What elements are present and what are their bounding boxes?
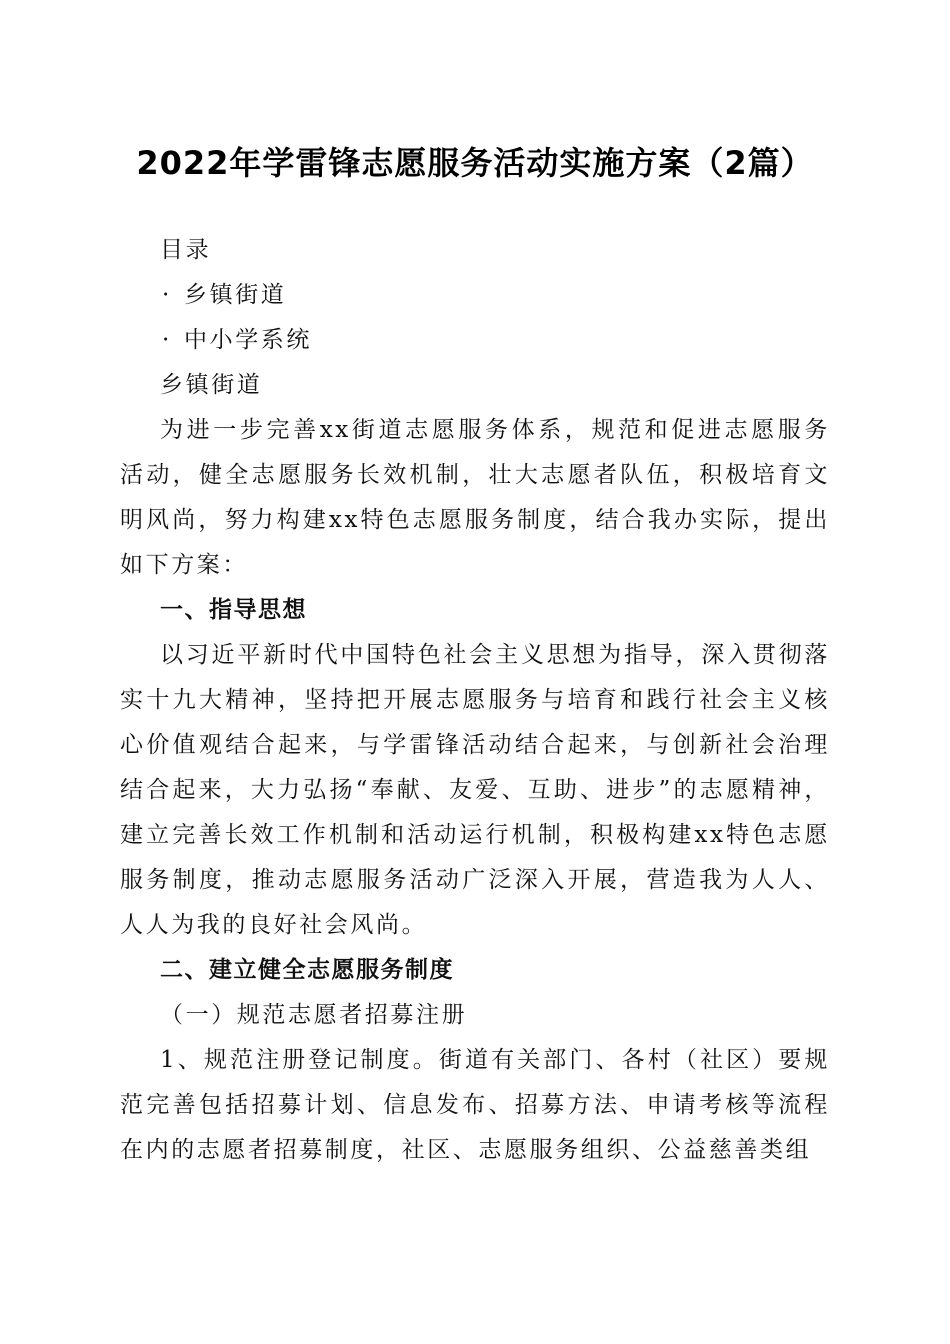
bullet-icon: · [162,327,172,353]
section-name: 乡镇街道 [160,372,263,398]
toc-item-text: 乡镇街道 [184,282,287,308]
registration-paragraph: 1、规范注册登记制度。街道有关部门、各村（社区）要规范完善包括招募计划、信息发布、招募方法、申请考核等流程在内的志愿者招募制度，社区、志愿服务组织、公益慈善类组 [120,1047,830,1163]
guiding-ideology-paragraph: 以习近平新时代中国特色社会主义思想为指导，深入贯彻落实十九大精神，坚持把开展志愿服务与培育和践行社会主义核心价值观结合起来，与学雷锋活动结合起来，与创新社会治理结合起来，大力弘扬“奉献、友爱、互助、进步”的志愿精神，建立完善长效工作机制和活动运行机制，积极构建xx特色志愿服务制度，推动志愿服务活动广泛深入开展，营造我为人人、人人为我的良好社会风尚。 [120,642,830,938]
toc-label: 目录 [160,237,212,263]
document-body [120,228,830,1173]
toc-item-text: 中小学系统 [184,327,312,353]
toc-item-1[interactable] [120,273,830,318]
heading-guiding-ideology: 一、指导思想 [160,597,307,623]
bullet-icon: · [162,282,172,308]
subheading-recruitment: （一）规范志愿者招募注册 [160,1002,468,1028]
intro-paragraph: 为进一步完善xx街道志愿服务体系，规范和促进志愿服务活动，健全志愿服务长效机制，壮大志愿者队伍，积极培育文明风尚，努力构建xx特色志愿服务制度，结合我办实际，提出如下方案： [120,417,830,578]
document-title: 2022年学雷锋志愿服务活动实施方案（2篇） [136,144,814,182]
toc-item-2[interactable] [120,318,830,363]
heading-volunteer-system: 二、建立健全志愿服务制度 [160,957,454,983]
